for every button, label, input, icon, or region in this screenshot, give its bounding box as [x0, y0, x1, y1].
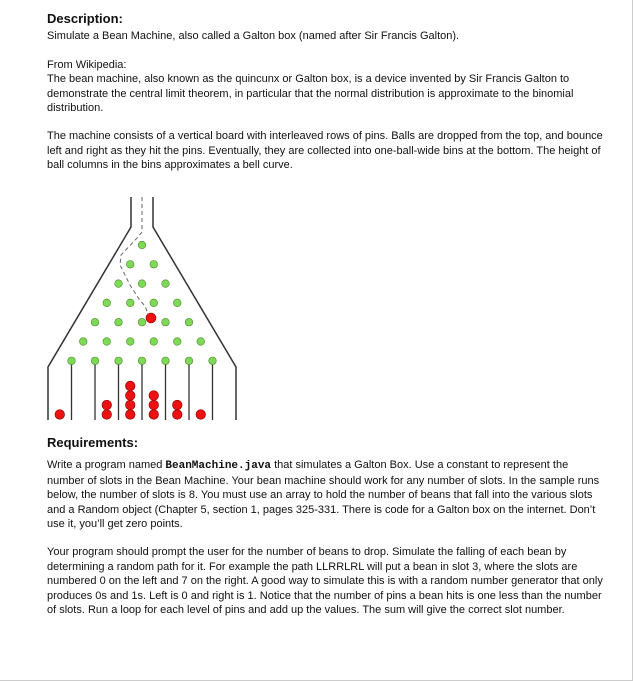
pin [138, 241, 146, 249]
pin [150, 299, 158, 307]
pin [150, 338, 158, 346]
bean [102, 400, 112, 410]
bean [55, 410, 65, 420]
pin [185, 318, 193, 326]
pin [185, 357, 193, 365]
bean [149, 410, 159, 420]
bean [125, 400, 135, 410]
pin [115, 280, 123, 288]
bean-path [120, 197, 148, 314]
requirements-heading: Requirements: [47, 435, 139, 450]
description-section [47, 12, 607, 173]
filename-code: BeanMachine.java [165, 460, 272, 473]
pin [162, 318, 170, 326]
pin [162, 280, 170, 288]
pin [103, 338, 111, 346]
bean [172, 410, 182, 420]
pin [138, 318, 146, 326]
pin [138, 357, 146, 365]
pin [103, 299, 111, 307]
pin [126, 299, 134, 307]
machine-text: The machine consists of a vertical board with interleaved rows of pins. Balls are dropped from the top, and bounce left and right as they hit the pins. Eventually, they are collected into one-ball-wide bins at the bottom. The height of ball columns in the bins approximates a bell curve. [47, 130, 603, 172]
bean [125, 381, 135, 391]
bean [172, 400, 182, 410]
requirements-paragraph-2: Your program should prompt the user for the number of beans to drop. Simulate the falling of each bean by determining a random path for it. For example the path LLRRLRL will put a bean in slot 3, where the slots are numbered 0 on the left and 7 on the right. A good way to simulate this is with a random number generator that only produces 0s and 1s. Left is 0 and right is 1. Notice that the number of pins a bean hits is one less than the number of slots. Run a loop for each level of pins and add up the values. The sum will give the correct slot number. [47, 546, 603, 617]
bean [149, 391, 159, 401]
pin [150, 261, 158, 269]
pin [126, 261, 134, 269]
pin [162, 357, 170, 365]
pin [91, 318, 99, 326]
source-label: From Wikipedia: [47, 58, 127, 71]
wiki-text: The bean machine, also known as the quincunx or Galton box, is a device invented by Sir Francis Galton to demonstrate the central limit theorem, in particular that the normal distribution is approximate to the binomial distribution. [47, 73, 574, 115]
intro-text: Simulate a Bean Machine, also called a Galton box (named after Sir Francis Galton). [47, 30, 460, 43]
falling-bean [146, 313, 156, 323]
pin [115, 318, 123, 326]
pin [209, 357, 217, 365]
pin [115, 357, 123, 365]
bean [125, 410, 135, 420]
pin [138, 280, 146, 288]
bean [196, 410, 206, 420]
bean [125, 391, 135, 401]
text: that simulates a Galton Box. Use a constant to represent the number of slots in the Bean Machine. Your bean machine should work for any number of slots. In the sample runs below, the number of slots is 8. You must use an array to hold the number of beans that fall into the various slots and a Random object (Chapter 5, section 1, pages 325-331. There is code for a Galton box on the internet. Don’t use it, you’ll get zero points. [47, 459, 600, 531]
text: Write a program named [47, 459, 166, 472]
pin [173, 299, 181, 307]
requirements-section [47, 436, 607, 617]
bean [149, 400, 159, 410]
requirements-paragraph-1 [47, 458, 607, 531]
pin [79, 338, 87, 346]
pin [126, 338, 134, 346]
pin [173, 338, 181, 346]
description-heading: Description: [47, 11, 123, 26]
pin [68, 357, 76, 365]
bean [102, 410, 112, 420]
pin [91, 357, 99, 365]
pin [197, 338, 205, 346]
